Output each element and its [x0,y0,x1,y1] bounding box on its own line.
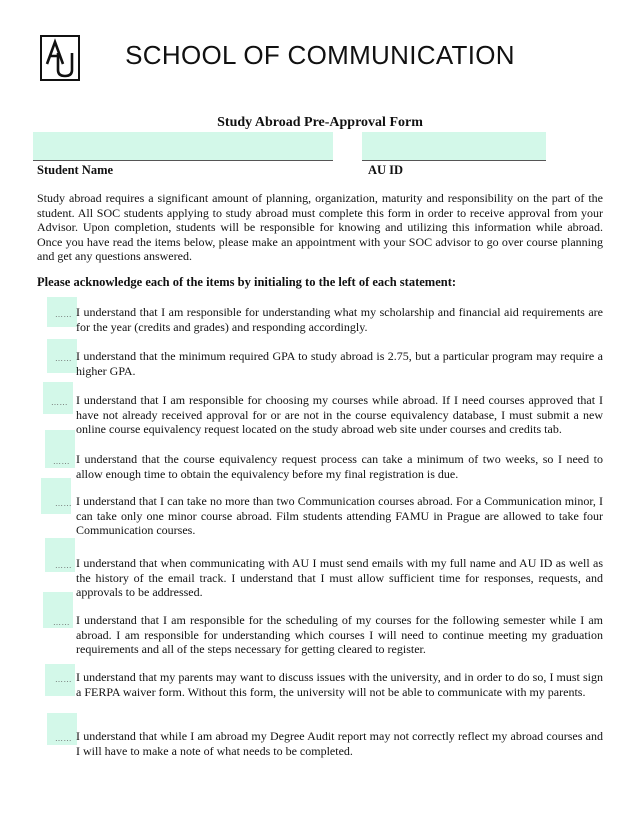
acknowledgement-text: I understand that when communicating with AU I must send emails with my full name and AU ID as well as the history of the email track. I understand that I must allow sufficient time for responses, requests, and approvals to be addressed. [76,556,603,600]
acknowledgement-text: I understand that the minimum required GPA to study abroad is 2.75, but a particular program may require a higher GPA. [76,349,603,378]
acknowledgement-text: I understand that I am responsible for understanding what my scholarship and financial aid requirements are for the year (credits and grades) and responding accordingly. [76,305,603,334]
acknowledgement-text: I understand that the course equivalency request process can take a minimum of two weeks, so I need to allow enough time to obtain the equivalency before my final registration is due. [76,452,603,481]
acknowledgement-text: I understand that I am responsible for choosing my courses while abroad. If I need courses approved that I have not already received approval for or are not in the course equivalency database, I must submit a new online course equivalency request located on the study abroad web site under courses and credits tab. [76,393,603,437]
initial-dots: …… [55,734,72,743]
form-title: Study Abroad Pre-Approval Form [217,115,423,130]
initial-dots: …… [55,675,72,684]
acknowledgement-text: I understand that I am responsible for the scheduling of my courses for the following semester while I am abroad. I am responsible for understanding which courses I will need to continue meeting my graduation requirements and all of the steps necessary for getting cleared to register. [76,613,603,657]
intro-paragraph: Study abroad requires a significant amount of planning, organization, maturity and responsibility on the part of the student. All SOC students applying to study abroad must complete this form in order to receive approval from your Advisor. Upon completion, students will be responsible for knowing and utilizing this information while abroad. Once you have read the items below, please make an appointment with your SOC advisor to go over course planning and get any questions answered. [37,191,603,264]
school-name: SCHOOL OF COMMUNICATION [125,40,515,70]
initial-dots: …… [55,354,72,363]
au-id-underline [362,160,546,161]
initial-dots: …… [55,310,72,319]
acknowledgement-text: I understand that while I am abroad my Degree Audit report may not correctly reflect my abroad courses and I will have to make a note of what needs to be completed. [76,729,603,758]
instruction-heading: Please acknowledge each of the items by initialing to the left of each statement: [37,275,457,289]
acknowledgement-text: I understand that my parents may want to discuss issues with the university, and in order to do so, I must sign a FERPA waiver form. Without this form, the university will not be able to communicate with my parents. [76,670,603,699]
initial-dots: …… [55,499,72,508]
initial-field[interactable] [41,478,71,514]
au-id-field[interactable] [362,132,546,160]
au-id-label: AU ID [368,163,404,177]
initial-dots: …… [55,561,72,570]
student-name-field[interactable] [33,132,333,160]
acknowledgement-text: I understand that I can take no more than two Communication courses abroad. For a Communication minor, I can take only one minor course abroad. Film students attending FAMU in Prague are allowed to take four Communication courses. [76,494,603,538]
student-name-label: Student Name [37,163,114,177]
initial-dots: …… [53,618,70,627]
initial-dots: …… [53,457,70,466]
student-name-underline [33,160,333,161]
initial-dots: …… [51,398,68,407]
